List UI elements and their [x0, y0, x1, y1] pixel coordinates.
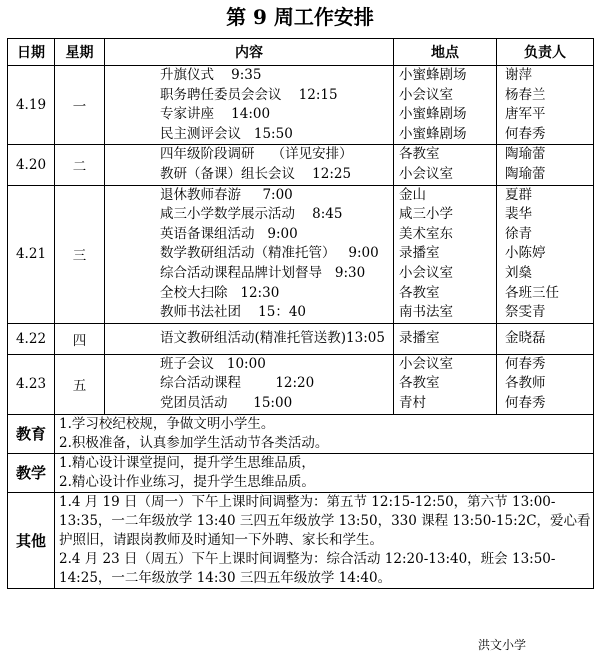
- content-cell: [105, 145, 394, 185]
- list-item: 教研（备课）组长会议 12:25: [160, 165, 352, 182]
- list-item: 咸三小学数学展示活动 8:45: [160, 206, 343, 223]
- list-item: 升旗仪式 9:35: [160, 67, 262, 83]
- section-notes: [55, 453, 594, 492]
- content-cell: [105, 354, 394, 414]
- list-item: 英语备课组活动 9:00: [160, 225, 298, 242]
- list-item: 各教师: [505, 375, 546, 392]
- place-cell: [394, 354, 497, 414]
- weekday-cell: 三: [55, 185, 105, 323]
- note-line: 2.4 月 23 日（周五）下午上课时间调整为：综合活动 12:20-13:40，班会 13:50-14:25，一二年级放学 14:30 三四五年级放学 14:40。: [59, 550, 556, 586]
- person-cell: [497, 185, 594, 323]
- table-row: [8, 323, 594, 354]
- table-row: [8, 66, 594, 145]
- list-item: 祭雯青: [505, 304, 546, 321]
- list-item: 职务聘任委员会会议 12:15: [160, 86, 338, 103]
- list-item: 何春秀: [505, 394, 546, 411]
- content-cell: [105, 66, 394, 145]
- person-cell: [497, 145, 594, 185]
- list-item: 小蜜蜂剧场: [399, 106, 467, 123]
- list-item: 美术室东: [399, 225, 453, 242]
- footer-cut-text: 洪文小学: [478, 638, 527, 652]
- date-cell: 4.19: [8, 66, 55, 145]
- section-label: 教育: [8, 414, 55, 453]
- section-row-other: [8, 492, 594, 588]
- list-item: 全校大扫除 12:30: [160, 284, 280, 301]
- page-title: 第 9 周工作安排: [226, 5, 374, 29]
- date-cell: 4.22: [8, 323, 55, 354]
- weekday-cell: 一: [55, 66, 105, 145]
- place-cell: [394, 185, 497, 323]
- list-item: 小会议室: [399, 264, 453, 281]
- table-row: [8, 354, 594, 414]
- list-item: 小会议室: [399, 86, 453, 103]
- list-item: 小蜜蜂剧场: [399, 67, 467, 83]
- place-cell: [394, 145, 497, 185]
- list-item: 咸三小学: [399, 206, 453, 223]
- list-item: 青村: [399, 394, 426, 411]
- list-item: 南书法室: [399, 304, 453, 321]
- note-line: 2.精心设计作业练习，提升学生思维品质。: [59, 473, 315, 490]
- table-row: [8, 185, 594, 323]
- weekday-cell: 五: [55, 354, 105, 414]
- section-notes: [55, 414, 594, 453]
- list-item: 何春秀: [505, 125, 546, 142]
- list-item: 小会议室: [399, 355, 453, 372]
- list-item: 四年级阶段调研 （详见安排）: [160, 146, 353, 163]
- list-item: 各教室: [399, 375, 440, 392]
- content-cell: [105, 185, 394, 323]
- section-label: 教学: [8, 453, 55, 492]
- person-cell: [497, 66, 594, 145]
- note-line: 1.精心设计课堂提问，提升学生思维品质，: [59, 454, 315, 471]
- list-item: 唐军平: [505, 106, 546, 123]
- header-date: 日期: [8, 39, 55, 66]
- list-item: 裴华: [505, 206, 532, 223]
- table-row: [8, 145, 594, 185]
- list-item: 陶瑜蕾: [505, 146, 546, 163]
- header-content: 内容: [105, 39, 394, 66]
- list-item: 数学教研组活动（精准托管） 9:00: [160, 245, 379, 262]
- list-item: 党团员活动 15:00: [160, 394, 293, 411]
- section-row-teaching: [8, 453, 594, 492]
- list-item: 班子会议 10:00: [160, 355, 266, 372]
- list-item: 综合活动课程品牌计划督导 9:30: [160, 264, 366, 281]
- header-place: 地点: [394, 39, 497, 66]
- weekday-cell: 二: [55, 145, 105, 185]
- list-item: 夏群: [505, 186, 532, 203]
- list-item: 何春秀: [505, 355, 546, 372]
- header-person: 负责人: [497, 39, 594, 66]
- list-item: 徐青: [505, 225, 532, 242]
- section-label: 其他: [8, 492, 55, 588]
- list-item: 金晓磊: [505, 329, 546, 346]
- list-item: 小会议室: [399, 165, 453, 182]
- person-cell: [497, 354, 594, 414]
- person-cell: [497, 323, 594, 354]
- list-item: 小蜜蜂剧场: [399, 125, 467, 142]
- place-cell: [394, 323, 497, 354]
- schedule-table: [7, 38, 594, 589]
- header-weekday: 星期: [55, 39, 105, 66]
- list-item: 各教室: [399, 284, 440, 301]
- list-item: 民主测评会议 15:50: [160, 125, 293, 142]
- list-item: 刘燊: [505, 264, 532, 281]
- date-cell: 4.20: [8, 145, 55, 185]
- list-item: 教师书法社团 15：40: [160, 304, 307, 321]
- note-line: 1.学习校纪校规，争做文明小学生。: [59, 415, 275, 432]
- list-item: 录播室: [399, 329, 440, 346]
- list-item: 退休教师春游 7:00: [160, 186, 293, 203]
- list-item: 陶瑜蕾: [505, 165, 546, 182]
- list-item: 金山: [399, 186, 426, 203]
- list-item: 小陈婷: [505, 245, 546, 262]
- list-item: 各教室: [399, 146, 440, 163]
- note-line: 1.4 月 19 日（周一）下午上课时间调整为：第五节 12:15-12:50，第六节 13:00-13:35，一二年级放学 13:40 三四五年级放学 13:50，330 课程 13:50-15:2C，爱心看护照旧，请跟岗教师及时通知一下外聘、家长和学生。: [59, 493, 591, 548]
- list-item: 综合活动课程 12:20: [160, 375, 315, 392]
- weekday-cell: 四: [55, 323, 105, 354]
- list-item: 录播室: [399, 245, 440, 262]
- note-line: 2.积极准备，认真参加学生活动节各类活动。: [59, 434, 329, 451]
- section-row-education: [8, 414, 594, 453]
- place-cell: [394, 66, 497, 145]
- content-cell: [105, 323, 394, 354]
- date-cell: 4.23: [8, 354, 55, 414]
- list-item: 专家讲座 14:00: [160, 106, 271, 123]
- list-item: 各班三任: [505, 284, 559, 301]
- date-cell: 4.21: [8, 185, 55, 323]
- list-item: 谢萍: [505, 67, 532, 83]
- list-item: 杨春兰: [505, 86, 546, 103]
- section-notes: [55, 492, 594, 588]
- list-item: 语文教研组活动(精准托管送教)13:05: [160, 329, 385, 346]
- header-row: [8, 39, 594, 66]
